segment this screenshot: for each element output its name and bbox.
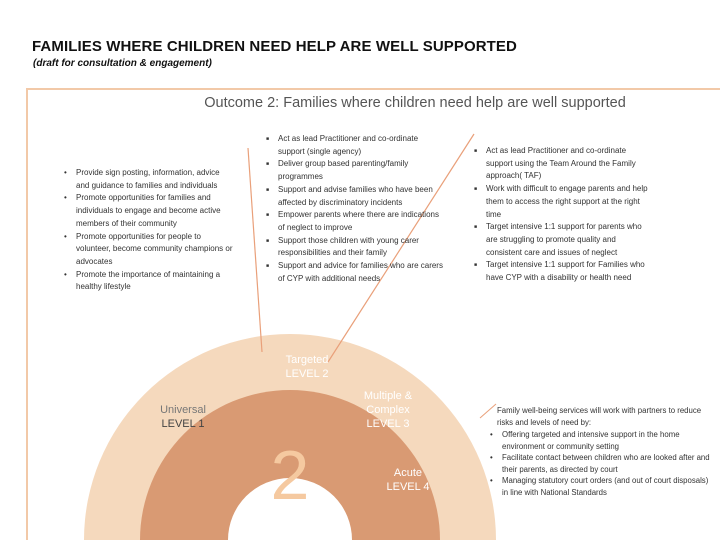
- list-item: • Offering targeted and intensive support in the home environment or community setting: [482, 429, 710, 452]
- list-item: ■ Deliver group based parenting/family programmes: [266, 158, 446, 183]
- list-item: ■ Act as lead Practitioner and co-ordinate support (single agency): [266, 133, 446, 158]
- level-label: Acute: [393, 467, 423, 479]
- acute-intro: Family well-being services will work with partners to reduce risks and levels of need by:: [497, 406, 702, 427]
- level-complex: [348, 389, 428, 431]
- page-subtitle: (draft for consultation & engagement): [33, 58, 212, 69]
- page-title: FAMILIES WHERE CHILDREN NEED HELP ARE WELL SUPPORTED: [32, 38, 517, 55]
- ray-far-right: [480, 404, 496, 418]
- list-item: • Promote the importance of maintaining a healthy lifestyle: [64, 269, 234, 294]
- list-item: ■ Work with difficult to engage parents and help them to access the right support at the right time: [474, 183, 650, 221]
- level-targeted: [262, 353, 352, 381]
- level-label: Universal: [160, 404, 206, 416]
- list-item: • Provide sign posting, information, advice and guidance to families and individuals: [64, 167, 234, 192]
- level-universal: [138, 403, 228, 431]
- targeted-actions-list: [266, 133, 446, 285]
- level-number: LEVEL 3: [366, 418, 410, 430]
- level-number: LEVEL 1: [161, 418, 205, 430]
- list-item: ■ Act as lead Practitioner and co-ordinate support using the Team Around the Family approach( TAF): [474, 145, 650, 183]
- list-item: ■ Empower parents where there are indications of neglect to improve: [266, 209, 446, 234]
- universal-actions-list: [64, 167, 234, 294]
- list-item: • Facilitate contact between children who are looked after and their parents, as directed by court: [482, 452, 710, 475]
- list-item: ■ Support and advise families who have been affected by discriminatory incidents: [266, 184, 446, 209]
- level-number: LEVEL 4: [386, 481, 430, 493]
- ray-left: [248, 148, 262, 352]
- list-item: ■ Target intensive 1:1 support for Families who have CYP with a disability or health need: [474, 259, 650, 284]
- list-item: ■ Target intensive 1:1 support for parents who are struggling to promote quality and consistent care and issues of neglect: [474, 221, 650, 259]
- acute-actions-list: [482, 429, 710, 499]
- level-number: LEVEL 2: [285, 368, 329, 380]
- level-label: Targeted: [285, 354, 329, 366]
- list-item: ■ Support those children with young carer responsibilities and their family: [266, 235, 446, 260]
- level-acute: [378, 466, 438, 494]
- outcome-number: 2: [270, 436, 310, 514]
- complex-actions-list: [474, 145, 650, 285]
- list-item: • Managing statutory court orders (and out of court disposals) in line with National Standards: [482, 475, 710, 498]
- list-item: • Promote opportunities for families and individuals to engage and become active members of their community: [64, 192, 234, 230]
- level-label: Multiple & Complex: [363, 390, 413, 416]
- list-item: ■ Support and advice for families who are carers of CYP with additional needs: [266, 260, 446, 285]
- list-item: • Promote opportunities for people to volunteer, become community champions or advocates: [64, 231, 234, 269]
- outcome-heading: Outcome 2: Families where children need help are well supported: [204, 95, 626, 111]
